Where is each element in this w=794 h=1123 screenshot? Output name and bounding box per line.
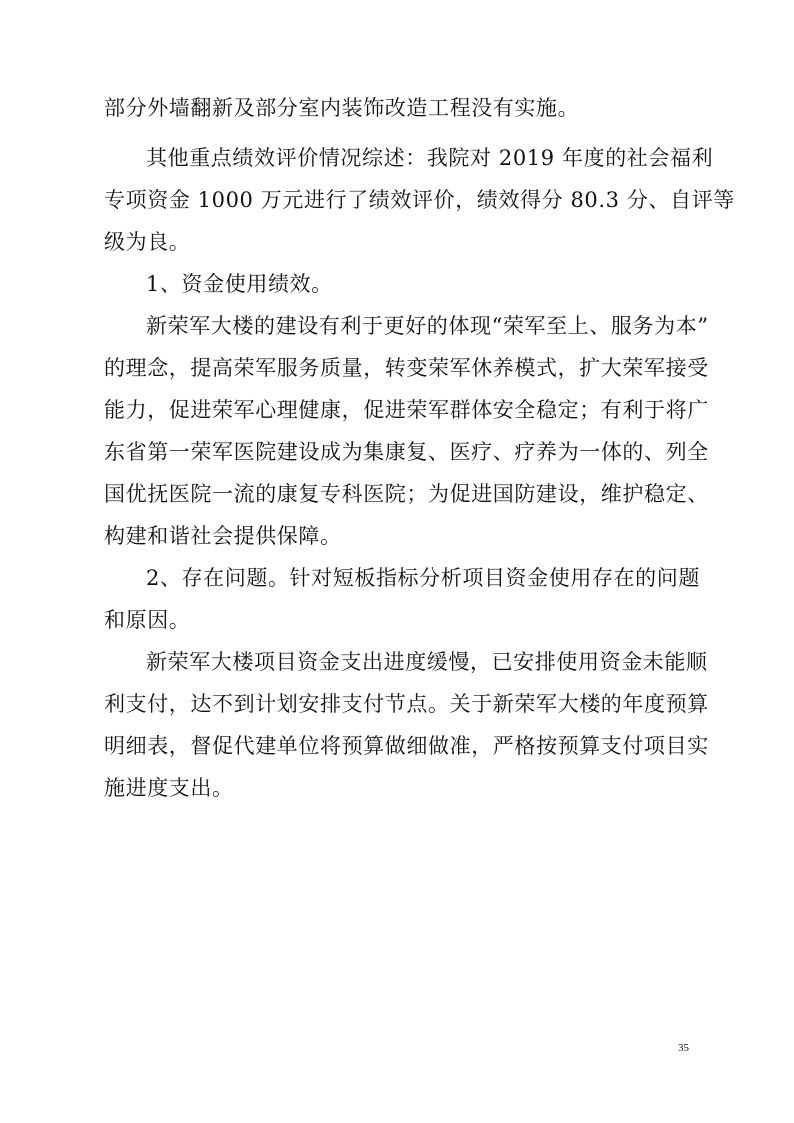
text-line: 部分外墙翻新及部分室内装饰改造工程没有实施。 xyxy=(104,96,580,120)
text-line: 施进度支出。 xyxy=(104,776,234,800)
text-line: 东省第一荣军医院建设成为集康复、医疗、疗养为一体的、列全 xyxy=(104,440,709,464)
text-line: 的理念，提高荣军服务质量，转变荣军休养模式，扩大荣军接受 xyxy=(104,356,709,380)
page-number: 35 xyxy=(678,1042,689,1054)
text-line: 利支付，达不到计划安排支付节点。关于新荣军大楼的年度预算 xyxy=(104,692,709,716)
text-line: 1、资金使用绩效。 xyxy=(146,272,333,296)
text-line: 明细表，督促代建单位将预算做细做准，严格按预算支付项目实 xyxy=(104,734,709,758)
text-line: 能力，促进荣军心理健康，促进荣军群体安全稳定；有利于将广 xyxy=(104,398,709,422)
text-line: 其他重点绩效评价情况综述：我院对 2019 年度的社会福利 xyxy=(146,146,714,170)
text-line: 专项资金 1000 万元进行了绩效评价，绩效得分 80.3 分、自评等 xyxy=(104,188,735,212)
text-line: 新荣军大楼的建设有利于更好的体现“荣军至上、服务为本” xyxy=(146,314,709,338)
text-line: 和原因。 xyxy=(104,608,191,632)
text-line: 新荣军大楼项目资金支出进度缓慢，已安排使用资金未能顺 xyxy=(146,650,708,674)
text-line: 2、存在问题。针对短板指标分析项目资金使用存在的问题 xyxy=(146,566,700,590)
text-line: 构建和谐社会提供保障。 xyxy=(104,524,342,548)
text-line: 国优抚医院一流的康复专科医院；为促进国防建设，维护稳定、 xyxy=(104,482,709,506)
text-line: 级为良。 xyxy=(104,230,191,254)
